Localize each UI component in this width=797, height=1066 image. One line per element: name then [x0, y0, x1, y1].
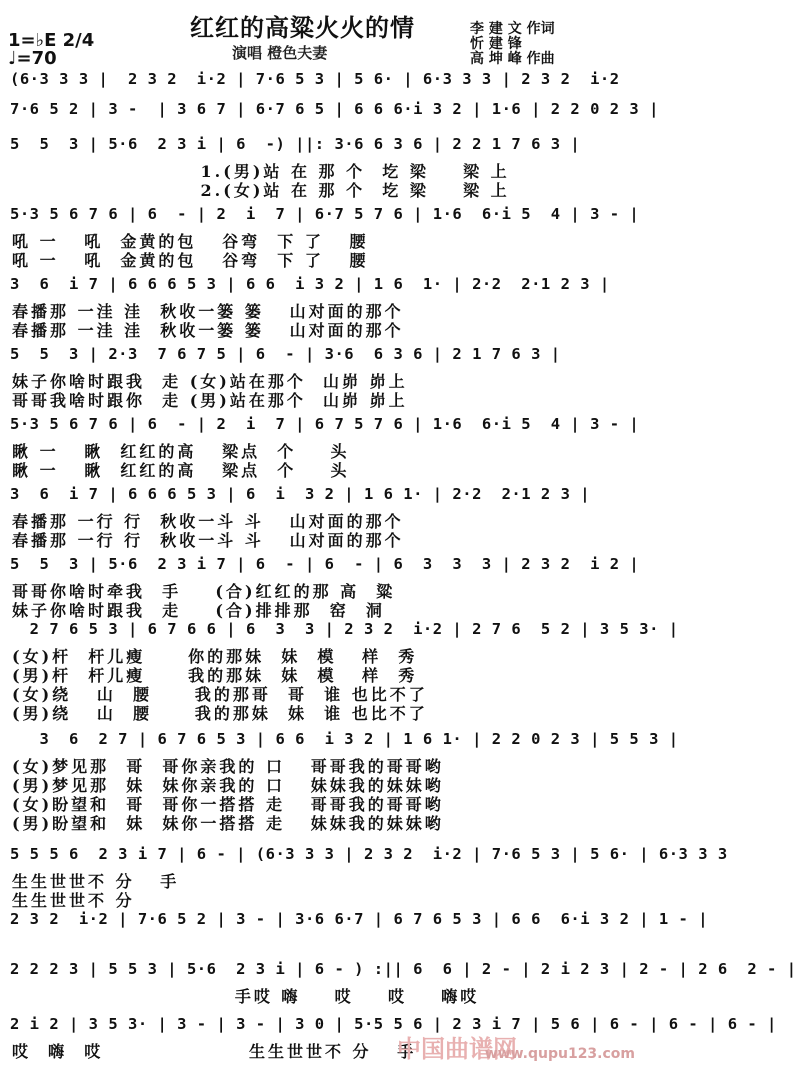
lyric-line: 手哎 嗨 哎 哎 嗨哎	[12, 987, 480, 1006]
composer-credit: 高 坤 峰 作曲	[470, 51, 555, 67]
notation-line: 7·6 5 2 | 3 - | 3 6 7 | 6·7 6 5 | 6 6 6·i 3 2 | 1·6 | 2 2 0 2 3 |	[10, 100, 659, 118]
lyric-line: (女)杆 杆儿瘦 你的那妹 妹 模 样 秀	[12, 647, 418, 666]
lyric-line: 春播那 一行 行 秋收一斗 斗 山对面的那个	[12, 512, 404, 531]
lyric-line: 1.(男)站 在 那 个 圪 梁 梁 上	[12, 162, 510, 181]
notation-line: (6·3 3 3 | 2 3 2 i·2 | 7·6 5 3 | 5 6· | 6·3 3 3 | 2 3 2 i·2	[10, 70, 620, 88]
lyric-line: 春播那 一洼 洼 秋收一篓 篓 山对面的那个	[12, 302, 404, 321]
lyric-line: 生生世世不 分 手	[12, 872, 180, 891]
notation-line: 2 3 2 i·2 | 7·6 5 2 | 3 - | 3·6 6·7 | 6 7 6 5 3 | 6 6 6·i 3 2 | 1 - |	[10, 910, 709, 928]
lyric-line: (女)绕 山 腰 我的那哥 哥 谁 也比不了	[12, 685, 428, 704]
lyric-line: 春播那 一洼 洼 秋收一篓 篓 山对面的那个	[12, 321, 404, 340]
lyric-line: (男)绕 山 腰 我的那妹 妹 谁 也比不了	[12, 704, 428, 723]
lyricist-credit-2: 忻 建 锋	[470, 36, 522, 52]
watermark-site: www.qupu123.com	[484, 1046, 635, 1062]
lyricist-credit: 李 建 文 作词	[470, 21, 555, 37]
lyric-line: 瞅 一 瞅 红红的高 梁点 个 头	[12, 461, 350, 480]
notation-line: 5 5 3 | 2·3 7 6 7 5 | 6 - | 3·6 6 3 6 | 2 1 7 6 3 |	[10, 345, 561, 363]
lyric-line: 瞅 一 瞅 红红的高 梁点 个 头	[12, 442, 350, 461]
lyric-line: (男)盼望和 妹 妹你一搭搭 走 妹妹我的妹妹哟	[12, 814, 444, 833]
notation-line: 2 2 2 3 | 5 5 3 | 5·6 2 3 i | 6 - ) :|| 6 6 | 2 - | 2 i 2 3 | 2 - | 2 6 2 - |	[10, 960, 797, 978]
lyric-line: 哎 嗨 哎 生生世世不 分 手	[12, 1042, 417, 1061]
notation-line: 2 i 2 | 3 5 3· | 3 - | 3 - | 3 0 | 5·5 5 6 | 2 3 i 7 | 5 6 | 6 - | 6 - | 6 - |	[10, 1015, 777, 1033]
notation-line: 5·3 5 6 7 6 | 6 - | 2 i 7 | 6 7 5 7 6 | 1·6 6·i 5 4 | 3 - |	[10, 415, 640, 433]
song-title: 红红的高粱火火的情	[190, 13, 415, 42]
lyric-line: (男)杆 杆儿瘦 我的那妹 妹 模 样 秀	[12, 666, 418, 685]
key-signature: 1=♭E 2/4	[8, 30, 95, 51]
notation-line: 2 7 6 5 3 | 6 7 6 6 | 6 3 3 | 2 3 2 i·2 | 2 7 6 5 2 | 3 5 3· |	[10, 620, 679, 638]
lyric-line: 2.(女)站 在 那 个 圪 梁 梁 上	[12, 181, 510, 200]
lyric-line: 哥哥你啥时牵我 手 (合)红红的那 高 粱	[12, 582, 396, 601]
notation-line: 3 6 2 7 | 6 7 6 5 3 | 6 6 i 3 2 | 1 6 1· | 2 2 0 2 3 | 5 5 3 |	[10, 730, 679, 748]
tempo-marking: ♩=70	[8, 48, 57, 69]
notation-line: 3 6 i 7 | 6 6 6 5 3 | 6 6 i 3 2 | 1 6 1· | 2·2 2·1 2 3 |	[10, 275, 610, 293]
lyric-line: 妹子你啥时跟我 走 (女)站在那个 山峁 峁上	[12, 372, 408, 391]
notation-line: 5 5 5 6 2 3 i 7 | 6 - | (6·3 3 3 | 2 3 2 i·2 | 7·6 5 3 | 5 6· | 6·3 3 3	[10, 845, 728, 863]
lyric-line: (女)盼望和 哥 哥你一搭搭 走 哥哥我的哥哥哟	[12, 795, 444, 814]
lyric-line: 吼 一 吼 金黄的包 谷弯 下 了 腰	[12, 251, 369, 270]
lyric-line: (女)梦见那 哥 哥你亲我的 口 哥哥我的哥哥哟	[12, 757, 444, 776]
lyric-line: 哥哥我啥时跟你 走 (男)站在那个 山峁 峁上	[12, 391, 408, 410]
notation-line: 5 5 3 | 5·6 2 3 i | 6 -) ||: 3·6 6 3 6 | 2 2 1 7 6 3 |	[10, 135, 581, 153]
singer-line: 演唱 橙色夫妻	[232, 44, 328, 62]
notation-line: 3 6 i 7 | 6 6 6 5 3 | 6 i 3 2 | 1 6 1· | 2·2 2·1 2 3 |	[10, 485, 591, 503]
watermark-logo: 中国曲谱网	[397, 1035, 517, 1063]
lyric-line: 妹子你啥时跟我 走 (合)排排那 窑 洞	[12, 601, 385, 620]
lyric-line: (男)梦见那 妹 妹你亲我的 口 妹妹我的妹妹哟	[12, 776, 444, 795]
lyric-line: 生生世世不 分	[12, 891, 135, 910]
lyric-line: 春播那 一行 行 秋收一斗 斗 山对面的那个	[12, 531, 404, 550]
lyric-line: 吼 一 吼 金黄的包 谷弯 下 了 腰	[12, 232, 369, 251]
notation-line: 5 5 3 | 5·6 2 3 i 7 | 6 - | 6 - | 6 3 3 3 | 2 3 2 i 2 |	[10, 555, 640, 573]
notation-line: 5·3 5 6 7 6 | 6 - | 2 i 7 | 6·7 5 7 6 | 1·6 6·i 5 4 | 3 - |	[10, 205, 640, 223]
